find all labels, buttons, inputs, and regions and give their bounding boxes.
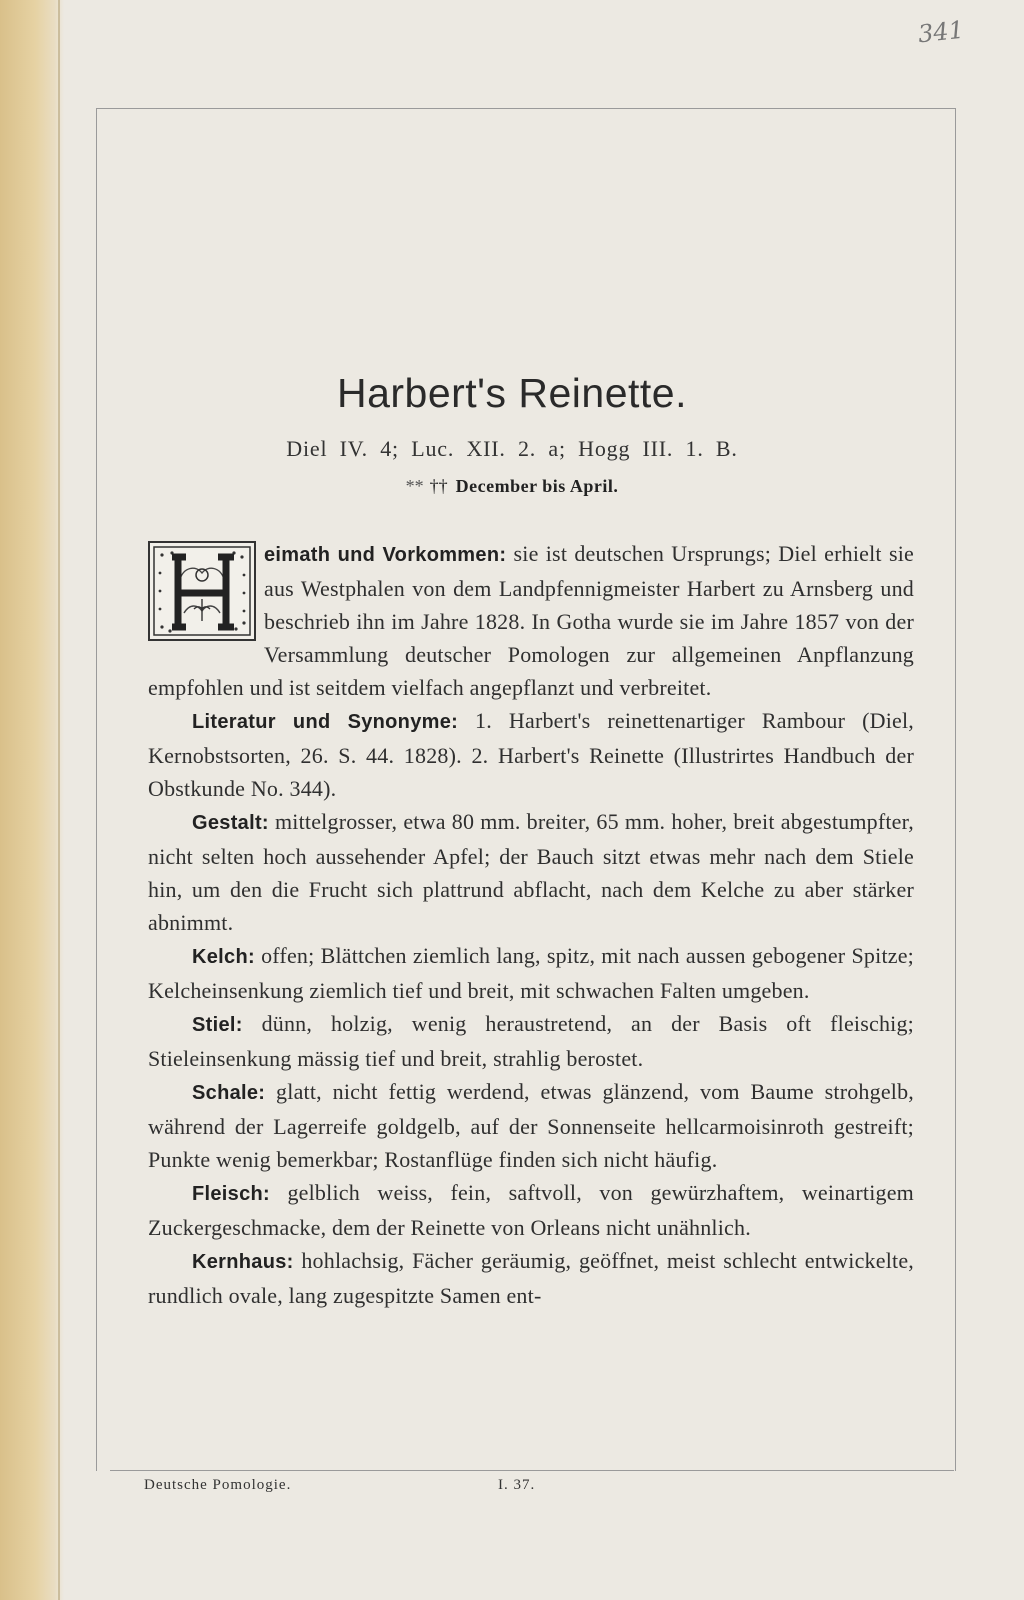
section-kernhaus [148, 1244, 914, 1312]
section-heimath [148, 537, 914, 704]
footer-page-number: I. 37. [498, 1477, 536, 1493]
section-label: Gestalt: [192, 812, 269, 834]
section-label: Literatur und Synonyme: [192, 711, 459, 733]
section-label: Kelch: [192, 946, 255, 968]
references-line: Diel IV. 4; Luc. XII. 2. a; Hogg III. 1. B. [286, 436, 738, 461]
page-title: Harbert's Reinette. [336, 370, 688, 416]
section-text: offen; Blättchen ziemlich lang, spitz, mit nach aussen gebogener Spitze; Kelcheinsenkung ziemlich tief und breit, mit schwachen Falten umgeben. [148, 943, 914, 1003]
section-fleisch [148, 1176, 914, 1244]
rating-marks: ** [405, 476, 424, 496]
handwritten-page-number: 341 [916, 15, 966, 49]
footer-publication: Deutsche Pomologie. [144, 1477, 292, 1493]
dropcap-h-icon [148, 541, 256, 641]
section-text: hohlachsig, Fächer geräumig, geöffnet, meist schlecht entwickelte, rundlich ovale, lang zugespitzte Samen ent- [148, 1248, 914, 1308]
section-text: sie ist deutschen Ursprungs; Diel erhielt sie aus Westphalen von dem Landpfennigmeister Harbert zu Arnsberg und beschrieb ihn im Jahre 1828. In Gotha wurde sie im Jahre 1857 von der Versammlung deutscher Pomologen zur allgemeinen Anpflanzung empfohlen und ist seitdem vielfach angepflanzt und verbreitet. [148, 541, 914, 700]
section-gestalt [148, 805, 914, 939]
section-text: glatt, nicht fettig werdend, etwas glänzend, vom Baume strohgelb, während der Lagerreife goldgelb, auf der Sonnenseite hellcarmoisinroth gestreift; Punkte wenig bemerkbar; Rostanflüge finden sich nicht häufig. [148, 1079, 914, 1172]
section-label: Kernhaus: [192, 1251, 294, 1273]
section-kelch [148, 939, 914, 1007]
section-text: dünn, holzig, wenig heraustretend, an der Basis oft fleischig; Stieleinsenkung mässig tief und breit, strahlig berostet. [148, 1011, 914, 1071]
ripening-months: December bis April. [455, 476, 619, 496]
section-schale [148, 1075, 914, 1176]
section-stiel [148, 1007, 914, 1075]
page-footer [110, 1470, 954, 1501]
section-text: 1. Harbert's reinettenartiger Rambour (Diel, Kernobstsorten, 26. S. 44. 1828). 2. Harbert's Reinette (Illustrirtes Handbuch der Obstkunde No. 344). [148, 708, 914, 801]
section-literatur [148, 704, 914, 805]
section-label: eimath und Vorkommen: [264, 544, 507, 566]
season-line [0, 476, 1024, 497]
rating-crosses: †† [429, 476, 448, 496]
section-label: Stiel: [192, 1014, 243, 1036]
page-edge [0, 0, 64, 1600]
section-text: mittelgrosser, etwa 80 mm. breiter, 65 mm. hoher, breit abgestumpfter, nicht selten hoch aussehender Apfel; der Bauch sitzt etwas mehr nach dem Stiele hin, um den die Frucht sich plattrund abflacht, nach dem Kelche zu aber stärker abnimmt. [148, 809, 914, 935]
section-label: Fleisch: [192, 1183, 270, 1205]
section-text: gelblich weiss, fein, saftvoll, von gewürzhaftem, weinartigem Zuckergeschmacke, dem der Reinette von Orleans nicht unähnlich. [148, 1180, 914, 1240]
article-body [148, 537, 914, 1312]
section-label: Schale: [192, 1082, 266, 1104]
